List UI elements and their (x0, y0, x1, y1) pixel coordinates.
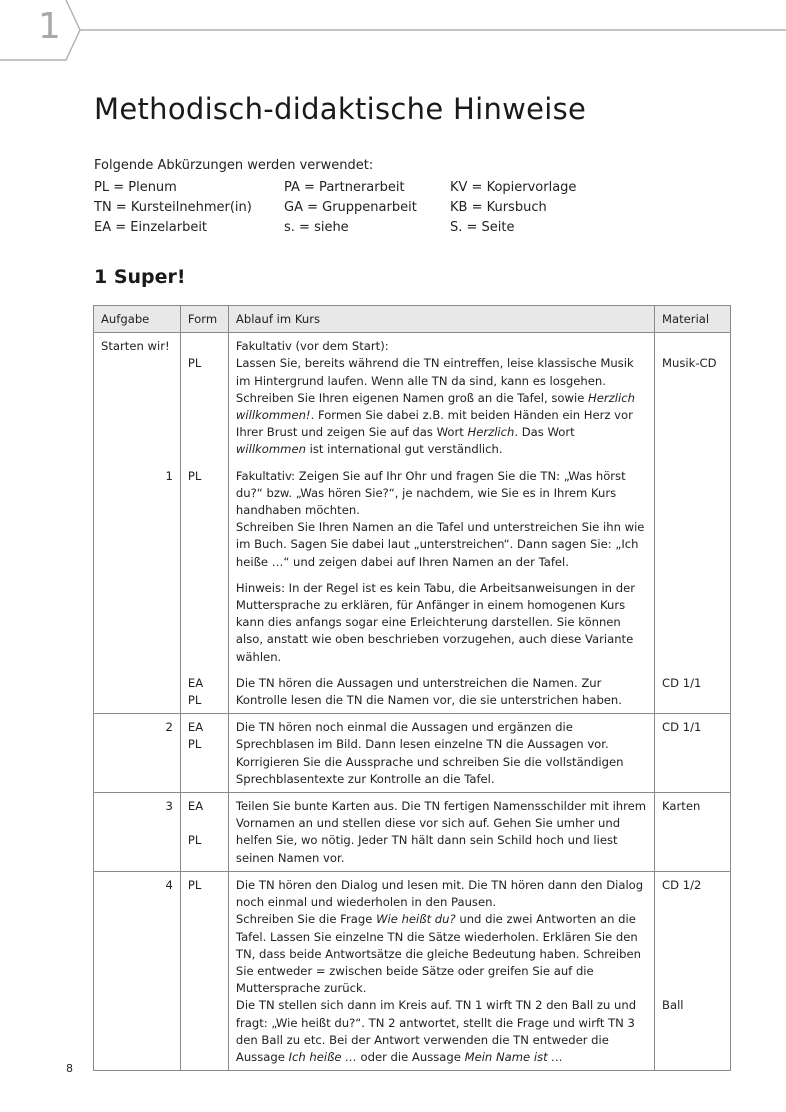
table-row (94, 333, 731, 463)
instruction-text: oder die Aussage (356, 1049, 465, 1064)
emphasis-text: Herzlich (467, 425, 515, 440)
abbreviation: s. = siehe (284, 220, 349, 235)
table-row (94, 670, 731, 714)
hint-text: Hinweis: In der Regel ist es kein Tabu, die Arbeitsanweisungen in der Muttersprache zu erklären, für Anfänger in einem homogenen Kurs kann dies anfangs sogar eine Erleichterung darstellen. Sie können also, anstatt wie oben beschrieben vorzugehen, auch diese Variante wählen. (235, 580, 635, 664)
chapter-tab (0, 0, 786, 62)
cell-form (180, 871, 228, 1070)
abbreviation-row (94, 178, 576, 198)
cell-aufgabe (94, 670, 181, 714)
cell-ablauf (228, 871, 654, 1070)
form-value: EA (187, 720, 204, 735)
table-row (94, 871, 731, 1070)
material-value: CD 1/2 (662, 877, 702, 892)
material-value: CD 1/1 (662, 720, 702, 735)
cell-form (180, 714, 228, 793)
cell-ablauf (228, 463, 654, 670)
cell-material (655, 333, 731, 463)
table-row (94, 793, 731, 872)
abbreviation: TN = Kursteilnehmer(in) (94, 200, 252, 215)
abbreviations-intro: Folgende Abkürzungen werden verwendet: (94, 158, 374, 173)
cell-material (655, 714, 731, 793)
cell-material (655, 793, 731, 872)
header-ablauf: Ablauf im Kurs (228, 306, 654, 333)
form-value: EA (187, 799, 204, 814)
abbreviation: PL = Plenum (94, 180, 177, 195)
task-label: Starten wir! (101, 339, 170, 354)
instruction-text: Teilen Sie bunte Karten aus. Die TN fertigen Namensschilder mit ihrem Vornamen an und stellen diese vor sich auf. Gehen Sie umher und helfen Sie, wo nötig. Jeder TN hält dann sein Schild hoch und liest seinen Namen vor. (235, 799, 647, 865)
form-value: PL (187, 877, 202, 892)
form-value: PL (187, 356, 202, 371)
material-value: Musik-CD (662, 356, 717, 371)
page-number: 8 (66, 1062, 73, 1075)
cell-aufgabe (94, 871, 181, 1070)
instruction-text: Schreiben Sie Ihren Namen an die Tafel und unterstreichen Sie ihn wie im Buch. Sagen Sie dabei laut „unterstreichen“. Dann sagen Sie: „Ich heiße …“ und zeigen dabei auf Ihren Namen an der Tafel. (235, 520, 645, 569)
emphasis-text: Ich heiße … (288, 1049, 357, 1064)
emphasis-text: willkommen (235, 442, 306, 457)
header-form: Form (180, 306, 228, 333)
instruction-text: . Das Wort (514, 425, 575, 440)
instruction-text: Die TN hören die Aussagen und unterstreichen die Namen. Zur Kontrolle lesen die TN die Namen vor, die sie unterstrichen haben. (235, 675, 622, 708)
instruction-text: Fakultativ: Zeigen Sie auf Ihr Ohr und fragen Sie die TN: „Was hörst du?“ bzw. „Was hören Sie?“, je nachdem, wie Sie es in Ihrem Kurs handhaben möchten. (235, 468, 626, 518)
instruction-text: Die TN hören noch einmal die Aussagen und ergänzen die Sprechblasen im Bild. Dann lesen einzelne TN die Aussagen vor. Korrigieren Sie die Aussprache und schreiben Sie die vollständigen Sprechblasentexte zur Kontrolle an die Tafel. (235, 720, 624, 786)
header-aufgabe: Aufgabe (94, 306, 181, 333)
chapter-number: 1 (38, 6, 61, 47)
abbreviation: KB = Kursbuch (450, 200, 547, 215)
cell-aufgabe (94, 333, 181, 463)
abbreviation: GA = Gruppenarbeit (284, 200, 417, 215)
form-value: EA (187, 675, 204, 690)
cell-aufgabe (94, 463, 181, 670)
cell-ablauf (228, 793, 654, 872)
task-number: 2 (165, 720, 173, 735)
cell-ablauf (228, 670, 654, 714)
material-value: Ball (662, 998, 684, 1013)
abbreviation-row (94, 198, 576, 218)
cell-material (655, 871, 731, 1070)
abbreviation: PA = Partnerarbeit (284, 180, 405, 195)
form-value: PL (187, 833, 202, 848)
instruction-text: Die TN hören den Dialog und lesen mit. Die TN hören dann den Dialog noch einmal und wiederholen in den Pausen. (235, 877, 644, 910)
cell-aufgabe (94, 793, 181, 872)
cell-ablauf (228, 333, 654, 463)
lesson-plan-table (93, 305, 731, 1071)
abbreviation-row (94, 218, 576, 238)
form-value: PL (187, 468, 202, 483)
task-number: 3 (165, 799, 173, 814)
abbreviation: KV = Kopiervorlage (450, 180, 577, 195)
page-title: Methodisch-didaktische Hinweise (94, 92, 587, 126)
instruction-text: Schreiben Sie die Frage (235, 912, 377, 927)
instruction-text: Fakultativ (vor dem Start): (235, 339, 389, 354)
table-row (94, 714, 731, 793)
emphasis-text: Herzlich willkommen! (235, 390, 635, 423)
table-header-row (94, 306, 731, 333)
task-number: 4 (165, 877, 173, 892)
emphasis-text: Wie heißt du? (376, 912, 456, 927)
instruction-text: Lassen Sie, bereits während die TN eintreffen, leise klassische Musik im Hintergrund laufen. Wenn alle TN da sind, kann es losgehen. Schreiben Sie Ihren eigenen Namen groß an die Tafel, sowie (235, 356, 634, 405)
instruction-text: und die zwei Antworten an die Tafel. Lassen Sie einzelne TN die Sätze wiederholen. Erklären Sie den TN, dass beide Antwortsätze die gleiche Bedeutung haben. Schreiben Sie entweder = zwischen beide Sätze oder greifen Sie auf die Muttersprache zurück. (235, 912, 641, 996)
cell-material (655, 463, 731, 670)
cell-form (180, 670, 228, 714)
abbreviations-list (94, 178, 576, 238)
task-number: 1 (165, 468, 173, 483)
table-row (94, 463, 731, 670)
cell-form (180, 333, 228, 463)
cell-form (180, 793, 228, 872)
material-value: CD 1/1 (662, 675, 702, 690)
cell-material (655, 670, 731, 714)
material-value: Karten (662, 799, 701, 814)
instruction-text: ist international gut verständlich. (305, 442, 503, 457)
instruction-text: . Formen Sie dabei z.B. mit beiden Händen ein Herz vor Ihrer Brust und zeigen Sie auf das Wort (235, 408, 633, 440)
emphasis-text: Mein Name ist … (464, 1049, 563, 1064)
cell-form (180, 463, 228, 670)
cell-aufgabe (94, 714, 181, 793)
instruction-text: Die TN stellen sich dann im Kreis auf. TN 1 wirft TN 2 den Ball zu und fragt: „Wie heißt du?“. TN 2 antwortet, stellt die Frage und wirft TN 3 den Ball zu etc. Bei der Antwort verwenden die TN entweder die Aussage (235, 998, 637, 1064)
header-material: Material (655, 306, 731, 333)
abbreviation: EA = Einzelarbeit (94, 220, 208, 235)
form-value: PL (187, 693, 202, 708)
section-title: 1 Super! (94, 266, 186, 288)
cell-ablauf (228, 714, 654, 793)
abbreviation: S. = Seite (450, 220, 515, 235)
form-value: PL (187, 737, 202, 752)
